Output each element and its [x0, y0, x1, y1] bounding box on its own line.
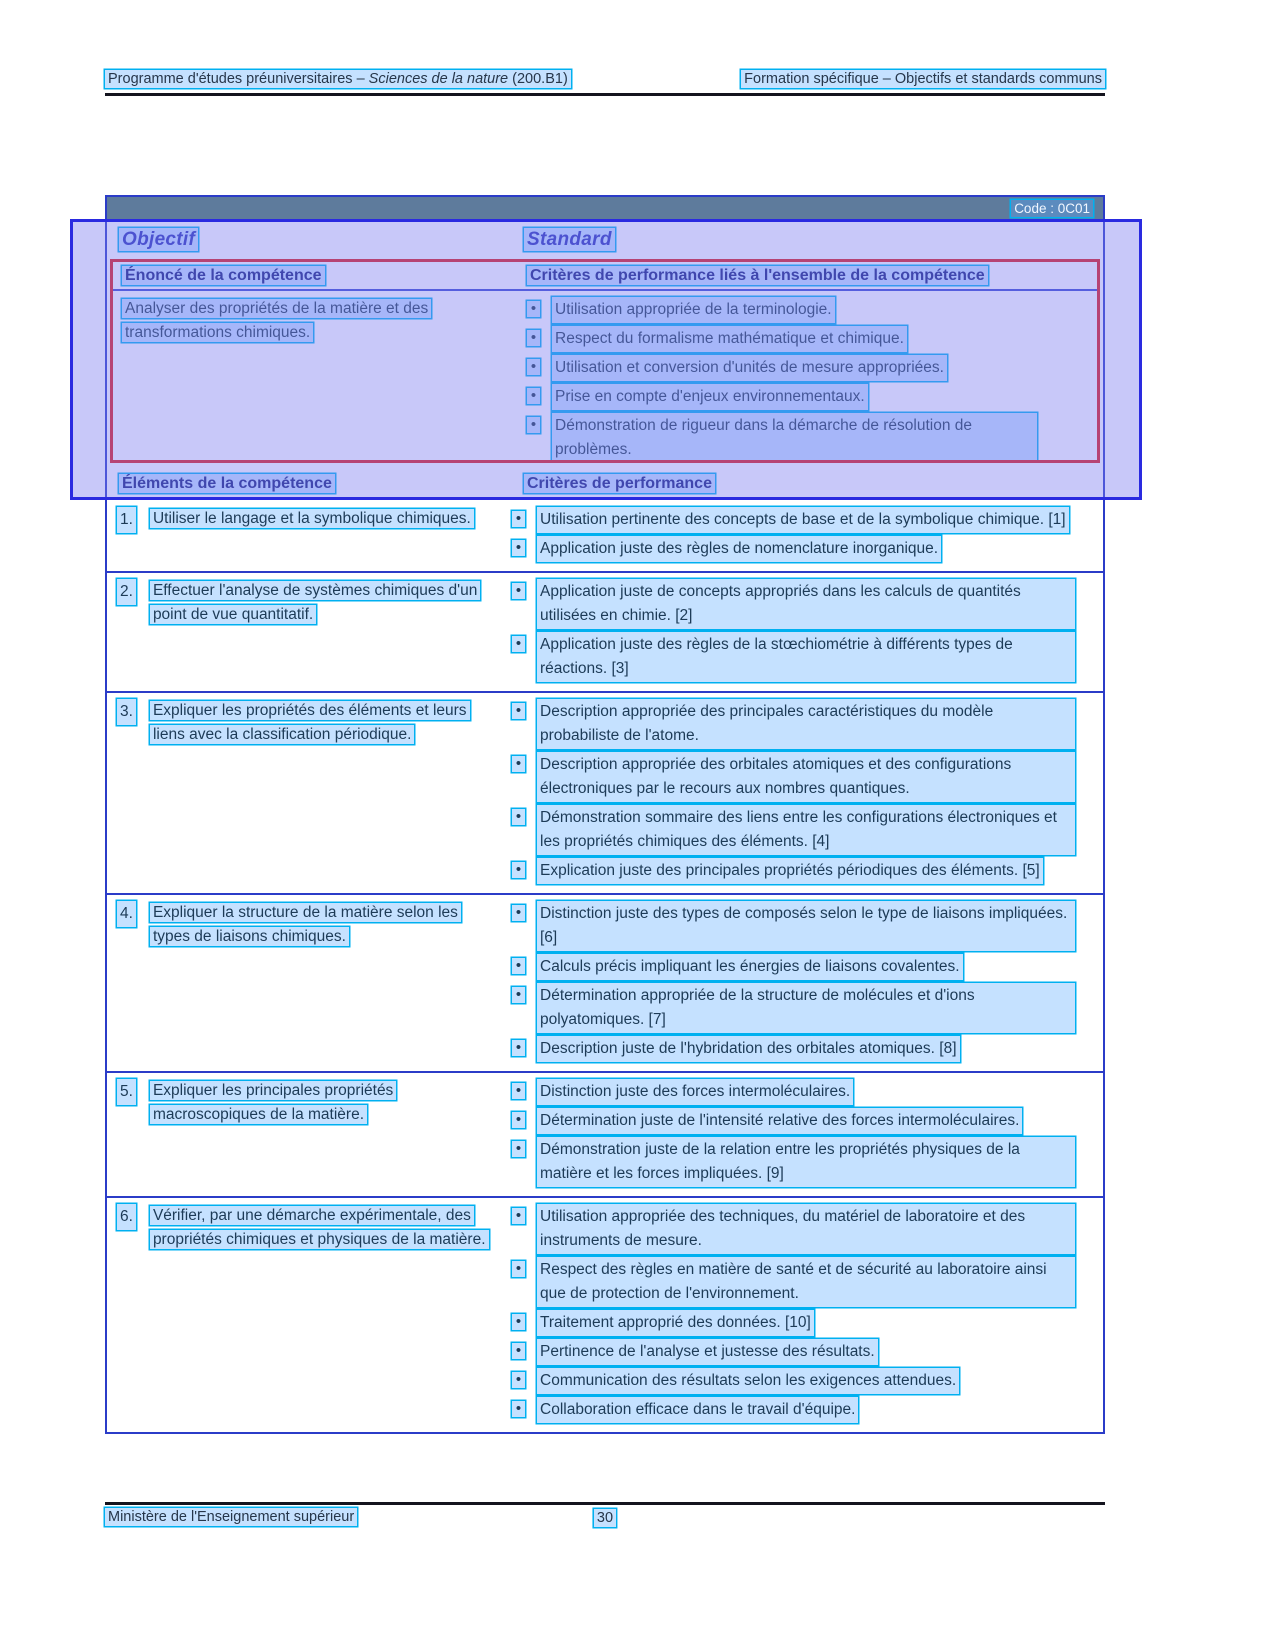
criterion-item: [512, 699, 1103, 749]
element-text: Utiliser le langage et la symbolique chimiques.: [150, 509, 474, 528]
code-bar: [107, 197, 1103, 221]
element-number: 1.: [117, 507, 136, 533]
criterion-text: Distinction juste des forces intermoléculaires.: [537, 1079, 853, 1105]
bullet-icon: [512, 1083, 525, 1099]
enonce-header: Énoncé de la compétence: [122, 266, 325, 285]
criterion-item: [512, 1257, 1103, 1307]
header-rule: [105, 93, 1105, 96]
header-left-italic: Sciences de la nature: [368, 71, 509, 87]
element-text: Expliquer les principales propriétés macroscopiques de la matière.: [150, 1081, 396, 1124]
criterion-item: [512, 1339, 1103, 1365]
criteria-list: [512, 507, 1103, 562]
bullet-icon: [512, 540, 525, 556]
bullet-icon: [512, 958, 525, 974]
element-number: 2.: [117, 579, 136, 605]
criteria-list: [512, 1079, 1103, 1187]
element-row: [107, 573, 1103, 693]
running-footer: [105, 1509, 1105, 1525]
criterion-item: [512, 1137, 1103, 1187]
code-label: Code : 0C01: [1011, 200, 1093, 217]
footer-rule: [105, 1502, 1105, 1505]
element-row: [107, 895, 1103, 1073]
criteres-header-cell: [524, 475, 1103, 493]
criterion-item: [527, 384, 1097, 410]
bullet-icon: [512, 703, 525, 719]
competency-table: [105, 195, 1105, 1434]
element-text: Expliquer la structure de la matière selon les types de liaisons chimiques.: [150, 903, 461, 946]
bullet-icon: [512, 987, 525, 1003]
standard-cell: [524, 229, 1103, 251]
criteria-list: [512, 901, 1103, 1062]
criterion-text: Traitement approprié des données. [10]: [537, 1310, 814, 1336]
elements-header-cell: [119, 475, 524, 493]
criterion-item: [512, 1079, 1103, 1105]
criterion-item: [512, 805, 1103, 855]
criterion-item: [512, 1204, 1103, 1254]
element-text-wrap: [150, 699, 495, 747]
criterion-item: [527, 355, 1097, 381]
ensemble-criteria-list: [527, 297, 1097, 463]
criteres-ensemble-header-cell: [527, 267, 1097, 285]
criterion-text: Pertinence de l'analyse et justesse des résultats.: [537, 1339, 878, 1365]
elements-header: Éléments de la compétence: [119, 474, 335, 493]
criterion-text: Démonstration de rigueur dans la démarche de résolution de problèmes.: [552, 413, 1037, 463]
criterion-text: Respect du formalisme mathématique et chimique.: [552, 326, 907, 352]
bullet-icon: [512, 756, 525, 772]
header-right-text: Formation spécifique – Objectifs et standards communs: [741, 70, 1105, 88]
criterion-text: Application juste des règles de la stœchiométrie à différents types de réactions. [3]: [537, 632, 1075, 682]
element-cell: [107, 507, 512, 562]
element-number: 3.: [117, 699, 136, 725]
competence-body: [113, 291, 1097, 463]
element-row: [107, 1073, 1103, 1198]
element-row: [107, 1198, 1103, 1432]
bullet-icon: [512, 1372, 525, 1388]
bullet-icon: [512, 1401, 525, 1417]
criterion-item: [512, 536, 1103, 562]
criterion-text: Application juste de concepts appropriés dans les calculs de quantités utilisées en chimie. [2]: [537, 579, 1075, 629]
standard-title: Standard: [524, 228, 615, 251]
element-text-wrap: [150, 1204, 495, 1252]
competence-headers: [113, 262, 1097, 291]
element-text-wrap: [150, 1079, 495, 1127]
running-header: [105, 70, 1105, 88]
criterion-item: [512, 858, 1103, 884]
criterion-text: Utilisation appropriée de la terminologie.: [552, 297, 835, 323]
criterion-item: [527, 297, 1097, 323]
bullet-icon: [512, 1261, 525, 1277]
element-text-wrap: [150, 507, 495, 531]
element-text-wrap: [150, 579, 495, 627]
objectif-standard-row: [107, 221, 1103, 259]
criterion-item: [527, 326, 1097, 352]
bullet-icon: [512, 862, 525, 878]
criterion-item: [512, 1310, 1103, 1336]
criterion-text: Démonstration juste de la relation entre les propriétés physiques de la matière et les forces impliquées. [9]: [537, 1137, 1075, 1187]
bullet-icon: [512, 1141, 525, 1157]
element-cell: [107, 901, 512, 1062]
bullet-icon: [512, 1343, 525, 1359]
criterion-item: [512, 1036, 1103, 1062]
criterion-text: Utilisation appropriée des techniques, du matériel de laboratoire et des instruments de mesure.: [537, 1204, 1075, 1254]
element-number: 5.: [117, 1079, 136, 1105]
bullet-icon: [527, 301, 540, 317]
criterion-text: Prise en compte d'enjeux environnementaux.: [552, 384, 868, 410]
element-number: 4.: [117, 901, 136, 927]
criterion-item: [512, 752, 1103, 802]
criterion-text: Utilisation et conversion d'unités de mesure appropriées.: [552, 355, 947, 381]
criterion-text: Calculs précis impliquant les énergies de liaisons covalentes.: [537, 954, 963, 980]
page-number: 30: [594, 1509, 616, 1527]
criterion-item: [512, 1108, 1103, 1134]
criteria-list: [512, 579, 1103, 682]
header-left-suffix: (200.B1): [508, 71, 568, 87]
criterion-text: Description appropriée des principales caractéristiques du modèle probabiliste de l'atome.: [537, 699, 1075, 749]
element-text: Effectuer l'analyse de systèmes chimiques d'un point de vue quantitatif.: [150, 581, 480, 624]
competence-statement-cell: [122, 297, 527, 463]
element-cell: [107, 699, 512, 884]
criterion-item: [512, 901, 1103, 951]
criteria-list: [512, 1204, 1103, 1423]
element-row: [107, 693, 1103, 895]
criterion-text: Communication des résultats selon les exigences attendues.: [537, 1368, 959, 1394]
criterion-text: Description appropriée des orbitales atomiques et des configurations électroniques par le recours aux nombres quantiques.: [537, 752, 1075, 802]
header-left-text: [105, 70, 571, 88]
criteres-header: Critères de performance: [524, 474, 715, 493]
criterion-item: [512, 1368, 1103, 1394]
bullet-icon: [512, 905, 525, 921]
elements-header-row: [107, 463, 1103, 501]
criterion-text: Description juste de l'hybridation des orbitales atomiques. [8]: [537, 1036, 960, 1062]
criterion-text: Démonstration sommaire des liens entre les configurations électroniques et les propriétés chimiques des éléments. [4]: [537, 805, 1075, 855]
criterion-item: [512, 579, 1103, 629]
header-left-prefix: Programme d'études préuniversitaires –: [108, 71, 369, 87]
criterion-text: Application juste des règles de nomenclature inorganique.: [537, 536, 941, 562]
bullet-icon: [512, 511, 525, 527]
competence-statement-box: [110, 259, 1100, 463]
element-cell: [107, 579, 512, 682]
criterion-item: [512, 954, 1103, 980]
bullet-icon: [512, 1040, 525, 1056]
bullet-icon: [512, 809, 525, 825]
criterion-text: Distinction juste des types de composés selon le type de liaisons impliquées. [6]: [537, 901, 1075, 951]
criterion-item: [512, 632, 1103, 682]
element-text: Expliquer les propriétés des éléments et leurs liens avec la classification périodique.: [150, 701, 470, 744]
element-number: 6.: [117, 1204, 136, 1230]
criterion-text: Détermination juste de l'intensité relative des forces intermoléculaires.: [537, 1108, 1022, 1134]
bullet-icon: [512, 1112, 525, 1128]
criterion-item: [512, 507, 1103, 533]
bullet-icon: [527, 388, 540, 404]
objectif-title: Objectif: [119, 228, 198, 251]
criteres-ensemble-header: Critères de performance liés à l'ensemble de la compétence: [527, 266, 988, 285]
criteria-list: [512, 699, 1103, 884]
bullet-icon: [512, 1208, 525, 1224]
element-cell: [107, 1204, 512, 1423]
footer-ministry: Ministère de l'Enseignement supérieur: [105, 1508, 357, 1526]
element-cell: [107, 1079, 512, 1187]
competence-statement: Analyser des propriétés de la matière et des transformations chimiques.: [122, 299, 431, 342]
bullet-icon: [527, 417, 540, 433]
bullet-icon: [527, 359, 540, 375]
criterion-item: [512, 1397, 1103, 1423]
criterion-text: Utilisation pertinente des concepts de base et de la symbolique chimique. [1]: [537, 507, 1069, 533]
element-text: Vérifier, par une démarche expérimentale, des propriétés chimiques et physiques de la matière.: [150, 1206, 489, 1249]
bullet-icon: [512, 636, 525, 652]
bullet-icon: [527, 330, 540, 346]
criterion-text: Détermination appropriée de la structure de molécules et d'ions polyatomiques. [7]: [537, 983, 1075, 1033]
criterion-text: Explication juste des principales propriétés périodiques des éléments. [5]: [537, 858, 1043, 884]
bullet-icon: [512, 1314, 525, 1330]
criterion-text: Respect des règles en matière de santé et de sécurité au laboratoire ainsi que de protection de l'environnement.: [537, 1257, 1075, 1307]
element-row: [107, 501, 1103, 573]
criterion-item: [527, 413, 1097, 463]
bullet-icon: [512, 583, 525, 599]
elements-rows: [107, 501, 1103, 1432]
criterion-text: Collaboration efficace dans le travail d'équipe.: [537, 1397, 858, 1423]
objectif-cell: [119, 229, 524, 251]
element-text-wrap: [150, 901, 495, 949]
criterion-item: [512, 983, 1103, 1033]
enonce-header-cell: [122, 267, 527, 285]
